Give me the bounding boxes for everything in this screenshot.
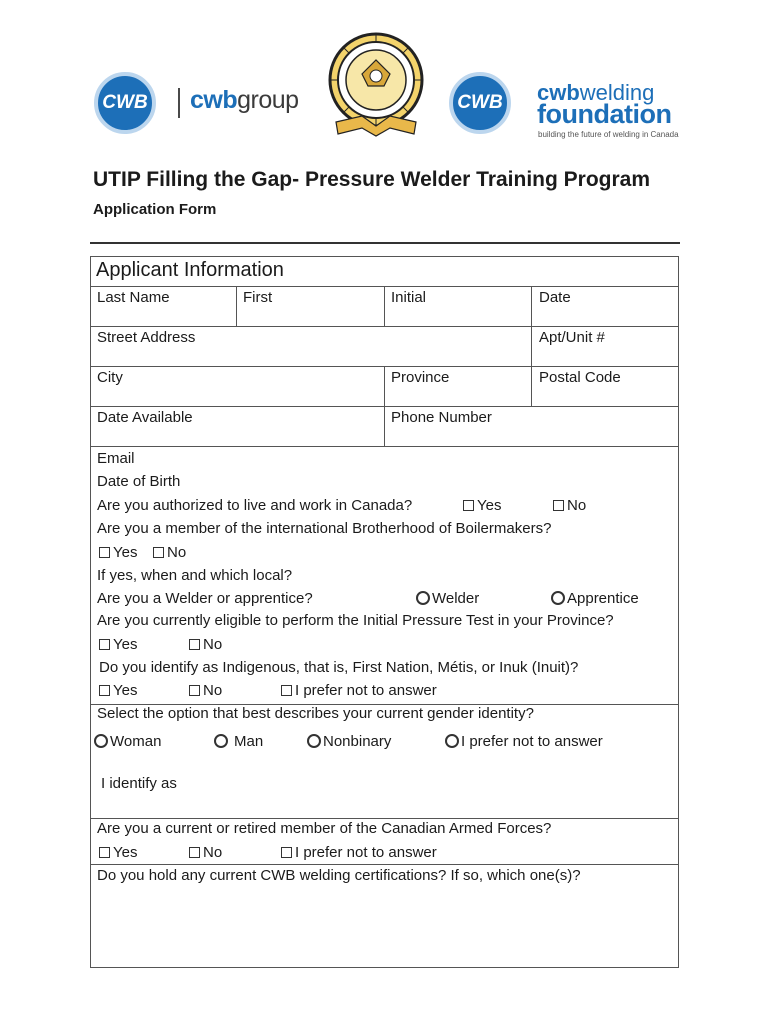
checkbox-icon	[99, 847, 110, 858]
checkbox-icon	[189, 685, 200, 696]
apprentice-radio[interactable]: Apprentice	[551, 590, 639, 607]
date-of-birth-field[interactable]: Date of Birth	[97, 473, 181, 490]
gender-woman-radio[interactable]: Woman	[94, 733, 161, 750]
gender-man-radio[interactable]: Man	[214, 733, 263, 750]
postal-code-field[interactable]: Postal Code	[539, 369, 621, 386]
forces-question: Are you a current or retired member of the Canadian Armed Forces?	[97, 820, 552, 837]
radio-icon	[214, 734, 228, 748]
indigenous-no-checkbox[interactable]: No	[189, 682, 222, 699]
checkbox-icon	[99, 639, 110, 650]
last-name-field[interactable]: Last Name	[97, 289, 170, 306]
initial-field[interactable]: Initial	[391, 289, 427, 306]
foundation-tagline: building the future of welding in Canada	[538, 130, 679, 139]
grid-line	[531, 286, 532, 406]
indigenous-prefer-not-checkbox[interactable]: I prefer not to answer	[281, 682, 437, 699]
grid-line	[90, 864, 679, 865]
first-name-field[interactable]: First	[243, 289, 273, 306]
radio-icon	[445, 734, 459, 748]
checkbox-icon	[281, 847, 292, 858]
eligible-yes-checkbox[interactable]: Yes	[99, 636, 137, 653]
authorized-no-checkbox[interactable]: No	[553, 497, 586, 514]
gender-question: Select the option that best describes your current gender identity?	[97, 705, 534, 722]
cwb-certifications-question[interactable]: Do you hold any current CWB welding certifications? If so, which one(s)?	[97, 867, 581, 884]
gender-nonbinary-radio[interactable]: Nonbinary	[307, 733, 391, 750]
grid-line	[236, 286, 237, 326]
checkbox-icon	[553, 500, 564, 511]
grid-line	[90, 326, 679, 327]
member-yes-checkbox[interactable]: Yes	[99, 544, 137, 561]
cwbgroup-logo	[94, 72, 304, 136]
checkbox-icon	[463, 500, 474, 511]
authorized-yes-checkbox[interactable]: Yes	[463, 497, 501, 514]
grid-line	[384, 366, 385, 446]
foundation-wordmark: foundation	[537, 99, 672, 129]
welder-radio[interactable]: Welder	[416, 590, 479, 607]
radio-icon	[416, 591, 430, 605]
checkbox-icon	[189, 639, 200, 650]
local-question[interactable]: If yes, when and which local?	[97, 567, 293, 584]
gender-prefer-not-radio[interactable]: I prefer not to answer	[445, 733, 603, 750]
checkbox-icon	[189, 847, 200, 858]
apt-unit-field[interactable]: Apt/Unit #	[539, 329, 605, 346]
member-question: Are you a member of the international Brotherhood of Boilermakers?	[97, 520, 552, 537]
street-address-field[interactable]: Street Address	[97, 329, 196, 346]
city-field[interactable]: City	[97, 369, 123, 386]
cwbgroup-wordmark: cwbgroup	[190, 86, 299, 114]
logo-divider	[178, 88, 180, 118]
phone-number-field[interactable]: Phone Number	[391, 409, 492, 426]
welder-question: Are you a Welder or apprentice?	[97, 590, 313, 607]
date-field[interactable]: Date	[539, 289, 571, 306]
forces-yes-checkbox[interactable]: Yes	[99, 844, 137, 861]
email-field[interactable]: Email	[97, 450, 135, 467]
forces-prefer-not-checkbox[interactable]: I prefer not to answer	[281, 844, 437, 861]
identify-as-field[interactable]: I identify as	[101, 775, 177, 792]
checkbox-icon	[99, 685, 110, 696]
province-field[interactable]: Province	[391, 369, 450, 386]
title-divider	[90, 242, 680, 244]
eligible-no-checkbox[interactable]: No	[189, 636, 222, 653]
page-subtitle: Application Form	[93, 201, 217, 218]
eligible-question: Are you currently eligible to perform the Initial Pressure Test in your Province?	[97, 612, 614, 629]
radio-icon	[94, 734, 108, 748]
indigenous-yes-checkbox[interactable]: Yes	[99, 682, 137, 699]
cwb-badge-icon: CWB	[94, 72, 156, 134]
grid-line	[384, 286, 385, 326]
indigenous-question: Do you identify as Indigenous, that is, First Nation, Métis, or Inuk (Inuit)?	[99, 659, 579, 676]
checkbox-icon	[281, 685, 292, 696]
boilermakers-union-seal-icon	[322, 30, 430, 138]
authorized-question: Are you authorized to live and work in Canada?	[97, 497, 413, 514]
member-no-checkbox[interactable]: No	[153, 544, 186, 561]
checkbox-icon	[99, 547, 110, 558]
grid-line	[90, 446, 679, 447]
grid-line	[90, 818, 679, 819]
forces-no-checkbox[interactable]: No	[189, 844, 222, 861]
section-title: Applicant Information	[96, 259, 284, 281]
radio-icon	[307, 734, 321, 748]
radio-icon	[551, 591, 565, 605]
checkbox-icon	[153, 547, 164, 558]
cwbwelding-wordmark: cwbwelding	[537, 80, 655, 105]
date-available-field[interactable]: Date Available	[97, 409, 193, 426]
page-title: UTIP Filling the Gap- Pressure Welder Training Program	[93, 168, 651, 191]
cwb-foundation-badge-icon: CWB	[449, 72, 511, 134]
